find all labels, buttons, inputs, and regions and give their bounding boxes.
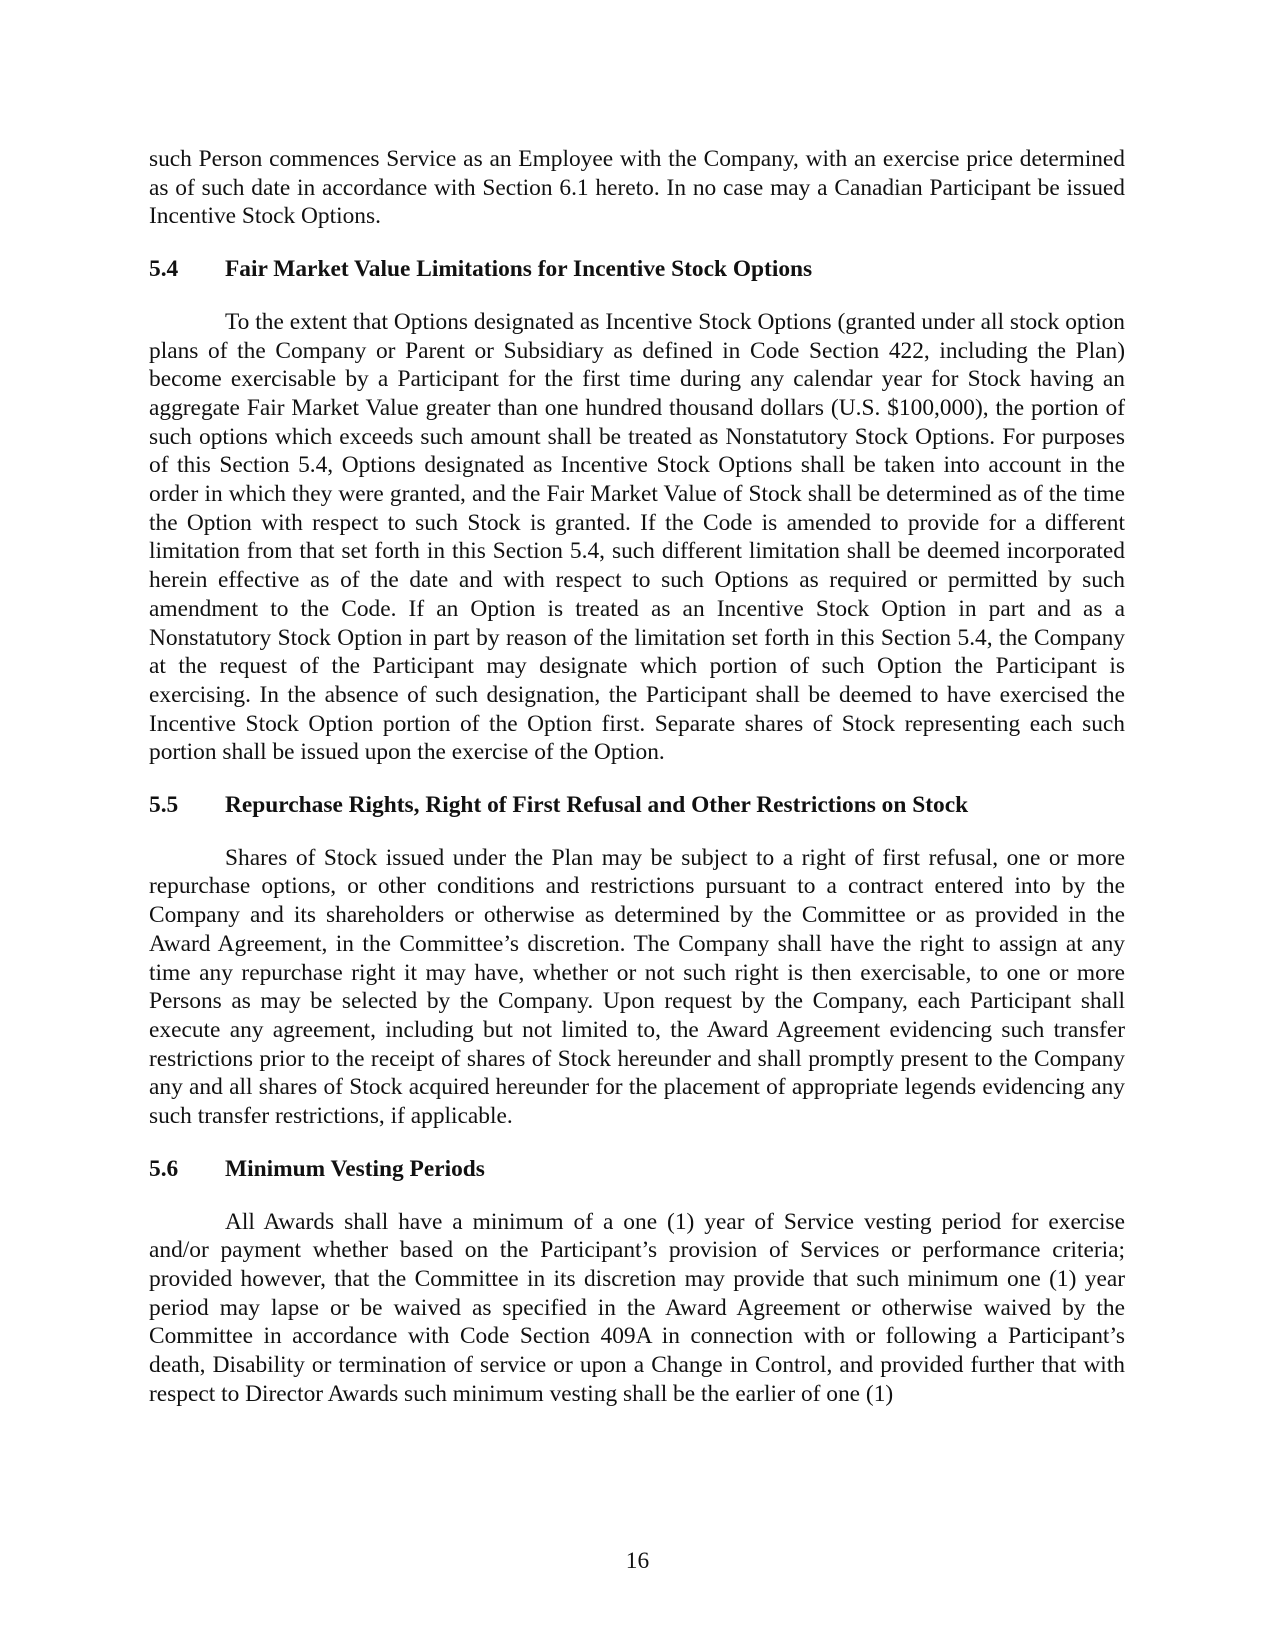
section-5-4-body: To the extent that Options designated as Incentive Stock Options (granted under all stock option plans of the Company or Parent or Subsidiary as defined in Code Section 422, including the Plan) become exercisable by a Participant for the first time during any calendar year for Stock having an aggregate Fair Market Value greater than one hundred thousand dollars (U.S. $100,000), the portion of such options which exceeds such amount shall be treated as Nonstatutory Stock Options. For purposes of this Section 5.4, Options designated as Incentive Stock Options shall be taken into account in the order in which they were granted, and the Fair Market Value of Stock shall be determined as of the time the Option with respect to such Stock is granted. If the Code is amended to provide for a different limitation from that set forth in this Section 5.4, such different limitation shall be deemed incorporated herein effective as of the date and with respect to such Options as required or permitted by such amendment to the Code. If an Option is treated as an Incentive Stock Option in part and as a Nonstatutory Stock Option in part by reason of the limitation set forth in this Section 5.4, the Company at the request of the Participant may designate which portion of such Option the Participant is exercising. In the absence of such designation, the Participant shall be deemed to have exercised the Incentive Stock Option portion of the Option first. Separate shares of Stock representing each such portion shall be issued upon the exercise of the Option. [149,308,1125,766]
section-title: Fair Market Value Limitations for Incentive Stock Options [225,256,813,283]
page-number: 16 [625,1548,650,1574]
section-5-6-heading [149,1155,1125,1184]
section-number: 5.6 [149,1155,179,1182]
continuation-paragraph: such Person commences Service as an Employee with the Company, with an exercise price determined as of such date in accordance with Section 6.1 hereto. In no case may a Canadian Participant be issued Incentive Stock Options. [149,146,1125,230]
section-number: 5.4 [149,256,179,283]
section-5-5-heading [149,791,1125,820]
document-page [149,145,1125,1408]
section-5-4-heading [149,255,1125,284]
section-5-6-body: All Awards shall have a minimum of a one (1) year of Service vesting period for exercise and/or payment whether based on the Participant’s provision of Services or performance criteria; provided however, that the Committee in its discretion may provide that such minimum one (1) year period may lapse or be waived as specified in the Award Agreement or otherwise waived by the Committee in accordance with Code Section 409A in connection with or following a Participant’s death, Disability or termination of service or upon a Change in Control, and provided further that with respect to Director Awards such minimum vesting shall be the earlier of one (1) [149,1208,1125,1407]
section-5-5-body: Shares of Stock issued under the Plan may be subject to a right of first refusal, one or more repurchase options, or other conditions and restrictions pursuant to a contract entered into by the Company and its shareholders or otherwise as determined by the Committee or as provided in the Award Agreement, in the Committee’s discretion. The Company shall have the right to assign at any time any repurchase right it may have, whether or not such right is then exercisable, to one or more Persons as may be selected by the Company. Upon request by the Company, each Participant shall execute any agreement, including but not limited to, the Award Agreement evidencing such transfer restrictions prior to the receipt of shares of Stock hereunder and shall promptly present to the Company any and all shares of Stock acquired hereunder for the placement of appropriate legends evidencing any such transfer restrictions, if applicable. [149,844,1125,1130]
section-title: Minimum Vesting Periods [225,1155,485,1182]
section-title: Repurchase Rights, Right of First Refusal and Other Restrictions on Stock [225,792,969,819]
section-number: 5.5 [149,792,179,819]
